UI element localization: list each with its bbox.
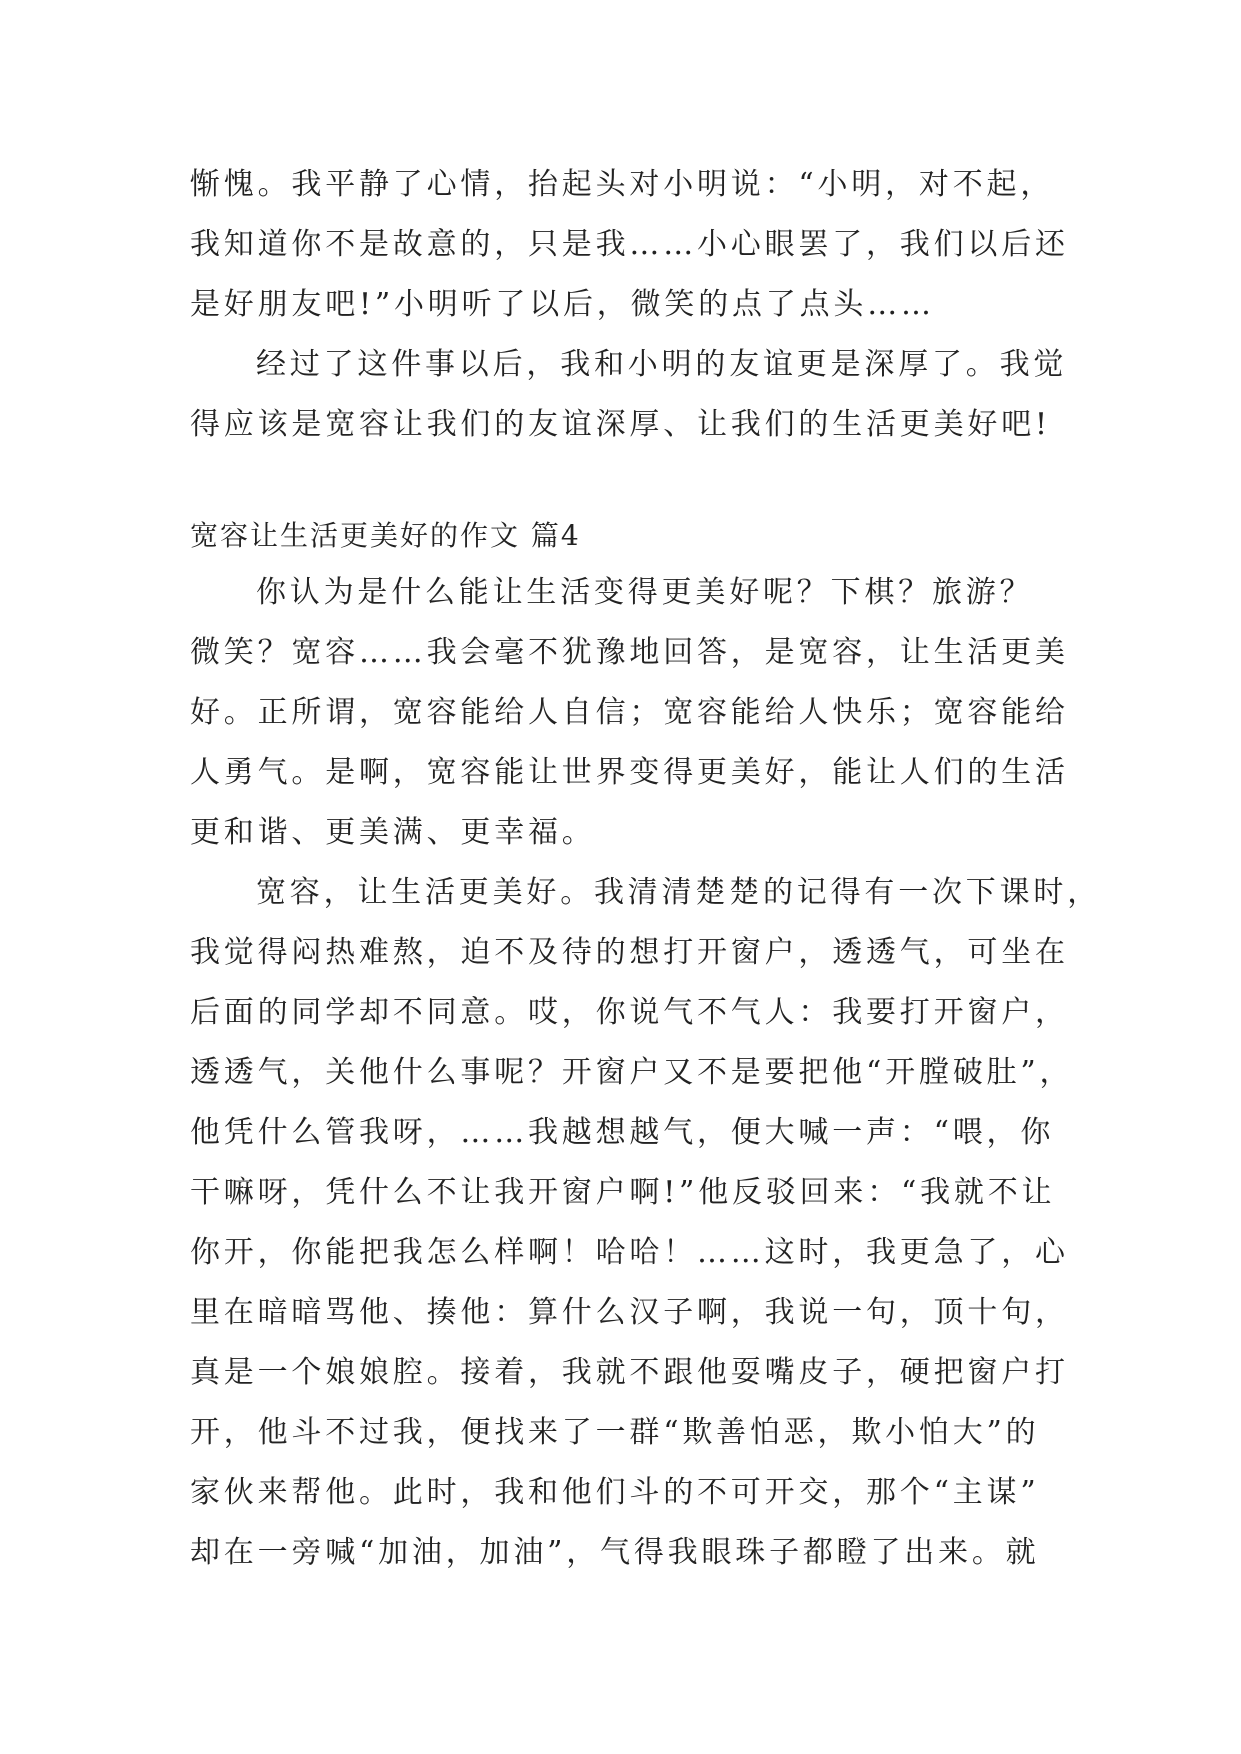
text-line: 经过了这件事以后，我和小明的友谊更是深厚了。我觉 (256, 347, 1068, 382)
text-line: 你开，你能把我怎么样啊！哈哈！……这时，我更急了，心 (190, 1235, 1069, 1270)
text-line: 宽容，让生活更美好。我清清楚楚的记得有一次下课时， (256, 875, 1101, 910)
text-line: 我知道你不是故意的，只是我……小心眼罢了，我们以后还 (190, 227, 1069, 262)
text-line: 干嘛呀，凭什么不让我开窗户啊!”他反驳回来：“我就不让 (190, 1175, 1056, 1210)
text-line: 得应该是宽容让我们的友谊深厚、让我们的生活更美好吧! (190, 407, 1051, 442)
text-line: 透透气，关他什么事呢？开窗户又不是要把他“开膛破肚”， (190, 1055, 1074, 1090)
essay-section-bottom (190, 563, 1101, 1583)
text-line: 更和谐、更美满、更幸福。 (190, 815, 596, 850)
section-heading: 宽容让生活更美好的作文 篇4 (190, 519, 581, 552)
text-line: 后面的同学却不同意。哎，你说气不气人：我要打开窗户， (190, 995, 1069, 1030)
text-line: 是好朋友吧!”小明听了以后，微笑的点了点头…… (190, 287, 935, 322)
text-line: 家伙来帮他。此时，我和他们斗的不可开交，那个“主谋” (190, 1475, 1040, 1510)
text-line: 人勇气。是啊，宽容能让世界变得更美好，能让人们的生活 (190, 755, 1069, 790)
text-line: 里在暗暗骂他、揍他：算什么汉子啊，我说一句，顶十句， (190, 1295, 1069, 1330)
text-line: 真是一个娘娘腔。接着，我就不跟他耍嘴皮子，硬把窗户打 (190, 1355, 1069, 1390)
text-line: 我觉得闷热难熬，迫不及待的想打开窗户，透透气，可坐在 (190, 935, 1069, 970)
text-line: 微笑？宽容……我会毫不犹豫地回答，是宽容，让生活更美 (190, 635, 1069, 670)
text-line: 却在一旁喊“加油，加油”，气得我眼珠子都瞪了出来。就 (190, 1535, 1040, 1570)
text-line: 开，他斗不过我，便找来了一群“欺善怕恶，欺小怕大”的 (190, 1415, 1040, 1450)
text-line: 好。正所谓，宽容能给人自信；宽容能给人快乐；宽容能给 (190, 695, 1069, 730)
text-line: 惭愧。我平静了心情，抬起头对小明说：“小明，对不起， (190, 167, 1055, 202)
text-line: 他凭什么管我呀，……我越想越气，便大喊一声：“喂，你 (190, 1115, 1055, 1150)
essay-section-top (190, 155, 1069, 455)
text-line: 你认为是什么能让生活变得更美好呢？下棋？旅游？ (256, 575, 1034, 610)
